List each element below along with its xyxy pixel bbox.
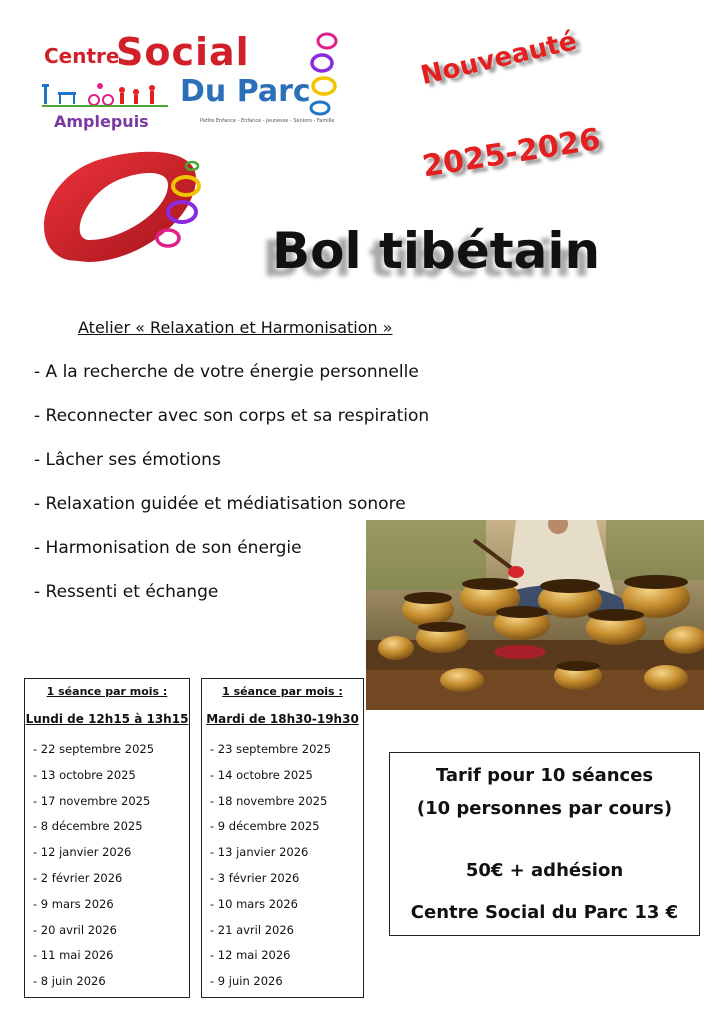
date-list bbox=[202, 741, 363, 999]
list-item: - Harmonisation de son énergie bbox=[34, 538, 302, 558]
list-item: - 18 novembre 2025 bbox=[210, 793, 328, 808]
people-activities-icon bbox=[42, 80, 172, 108]
schedule-slot: Lundi de 12h15 à 13h15 bbox=[25, 712, 189, 726]
list-item: - 14 octobre 2025 bbox=[210, 767, 313, 782]
logo-tagline: Petite Enfance - Enfance - Jeunesse - Séniors - Famille bbox=[200, 118, 335, 124]
list-item: - 13 janvier 2026 bbox=[210, 845, 309, 860]
page-title: Bol tibétain bbox=[272, 222, 601, 280]
list-item: - Reconnecter avec son corps et sa respiration bbox=[34, 406, 430, 426]
list-item: - 13 octobre 2025 bbox=[33, 767, 136, 782]
schedule-slot: Mardi de 18h30-19h30 bbox=[206, 712, 359, 726]
list-item: - 20 avril 2026 bbox=[33, 922, 117, 937]
pricing-price: 50€ + adhésion bbox=[465, 860, 624, 881]
list-item: - Relaxation guidée et médiatisation sonore bbox=[34, 494, 406, 514]
logo-du-parc-text: Du Parc bbox=[180, 74, 311, 109]
list-item: - A la recherche de votre énergie personnelle bbox=[34, 362, 419, 382]
logo-social-text: Social bbox=[116, 30, 250, 74]
schedule-heading: 1 séance par mois : bbox=[46, 685, 168, 698]
list-item: - 21 avril 2026 bbox=[210, 922, 294, 937]
schedule-monday bbox=[24, 678, 190, 998]
list-item: - 8 juin 2026 bbox=[33, 974, 106, 989]
pricing-line: (10 personnes par cours) bbox=[416, 798, 673, 819]
date-list bbox=[25, 741, 189, 999]
atelier-title: Atelier « Relaxation et Harmonisation » bbox=[78, 318, 393, 337]
list-item: - 12 janvier 2026 bbox=[33, 845, 132, 860]
logo-town-text: Amplepuis bbox=[54, 112, 149, 131]
list-item: - Lâcher ses émotions bbox=[34, 450, 221, 470]
schedule-heading: 1 séance par mois : bbox=[222, 685, 343, 698]
nouveaute-heading: Nouveauté bbox=[418, 26, 580, 92]
schedule-tuesday bbox=[201, 678, 364, 998]
list-item: - 23 septembre 2025 bbox=[210, 742, 332, 756]
list-item: - 22 septembre 2025 bbox=[33, 742, 155, 756]
pricing-box bbox=[389, 752, 700, 936]
list-item: - 9 juin 2026 bbox=[210, 974, 283, 989]
list-item: - 12 mai 2026 bbox=[210, 948, 291, 963]
centre-social-logo bbox=[30, 28, 350, 138]
list-item: - 8 décembre 2025 bbox=[33, 819, 143, 834]
season-years: 2025-2026 bbox=[420, 121, 603, 185]
pricing-line: Tarif pour 10 séances bbox=[435, 765, 654, 786]
list-item: - 17 novembre 2025 bbox=[33, 793, 151, 808]
list-item: - 9 décembre 2025 bbox=[210, 819, 320, 834]
red-ring-icon bbox=[28, 140, 228, 270]
list-item: - 10 mars 2026 bbox=[210, 896, 298, 911]
list-item: - 2 février 2026 bbox=[33, 870, 123, 885]
pricing-membership: Centre Social du Parc 13 € bbox=[410, 902, 679, 923]
singing-bowls-photo bbox=[366, 520, 704, 710]
list-item: - 11 mai 2026 bbox=[33, 948, 114, 963]
logo-centre-text: Centre bbox=[44, 44, 120, 68]
list-item: - 3 février 2026 bbox=[210, 870, 300, 885]
list-item: - 9 mars 2026 bbox=[33, 896, 114, 911]
list-item: - Ressenti et échange bbox=[34, 582, 219, 602]
